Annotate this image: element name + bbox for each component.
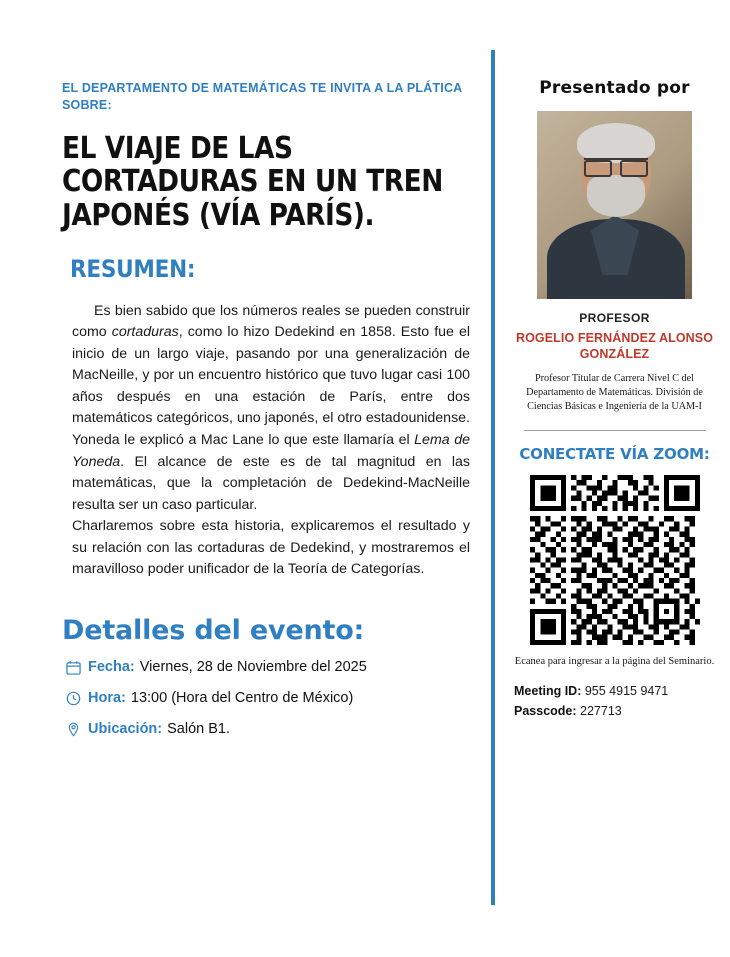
page-title: EL VIAJE DE LAS CORTADURAS EN UN TREN JAPONÉS (VÍA PARÍS).	[62, 130, 443, 233]
detail-row-time	[66, 688, 477, 708]
location-pin-icon	[66, 719, 88, 739]
left-column	[62, 80, 477, 739]
detail-row-location	[66, 719, 477, 739]
detail-label-date: Fecha:	[88, 659, 135, 676]
detail-value-date: Viernes, 28 de Noviembre del 2025	[139, 659, 367, 676]
detail-value-location: Salón B1.	[167, 721, 231, 738]
speaker-name: ROGELIO FERNÁNDEZ ALONSO GONZÁLEZ	[515, 331, 714, 361]
invitation-line: EL DEPARTAMENTO DE MATEMÁTICAS TE INVITA A LA PLÁTICA SOBRE:	[62, 81, 462, 112]
speaker-role: PROFESOR	[579, 311, 650, 325]
abstract-text-c: . El alcance de este es de tal magnitud en las matemáticas, que la completación de Dedekind-MacNeille resulta ser un caso particular.	[72, 453, 470, 513]
photo-beard	[587, 175, 645, 217]
abstract-text-a: Es bien sabido que los números reales se pueden construir como	[72, 302, 470, 341]
meeting-id-row	[514, 684, 717, 698]
abstract-body	[72, 301, 470, 582]
meeting-id-value: 955 4915 9471	[584, 683, 669, 698]
speaker-affiliation: Profesor Titular de Carrera Nivel C del Departamento de Matemáticas. División de Ciencias Básicas e Ingeniería de la UAM-I	[526, 373, 703, 413]
passcode-row	[514, 704, 717, 718]
qr-code-image	[530, 475, 700, 645]
detail-value-time: 13:00 (Hora del Centro de México)	[130, 690, 354, 707]
qr-caption: Ecanea para ingresar a la página del Seminario.	[514, 656, 715, 668]
details-heading: Detalles del evento:	[62, 615, 365, 647]
qr-code[interactable]	[530, 475, 700, 645]
right-column	[512, 78, 717, 718]
meeting-id-label: Meeting ID:	[514, 683, 582, 698]
photo-glasses	[584, 158, 648, 171]
calendar-icon	[66, 657, 88, 677]
meeting-info	[512, 684, 717, 718]
abstract-paragraph-1	[72, 301, 470, 517]
vertical-divider	[491, 50, 495, 905]
detail-label-time: Hora:	[88, 690, 126, 707]
passcode-label: Passcode:	[514, 703, 577, 718]
horizontal-rule	[524, 430, 706, 431]
zoom-heading: CONECTATE VÍA ZOOM:	[519, 445, 710, 464]
detail-row-date	[66, 657, 477, 677]
abstract-emphasis-cortaduras: cortaduras	[111, 324, 179, 341]
abstract-paragraph-2: Charlaremos sobre esta historia, explicaremos el resultado y su relación con las cortaduras de Dedekind, y mostraremos el maravilloso poder unificador de la Teoría de Categorías.	[72, 518, 470, 578]
detail-label-location: Ubicación:	[88, 721, 163, 738]
presented-by-heading: Presentado por	[539, 78, 690, 98]
speaker-photo	[537, 111, 692, 299]
passcode-value: 227713	[580, 703, 622, 718]
abstract-heading: RESUMEN:	[70, 254, 196, 283]
clock-icon	[66, 688, 88, 708]
abstract-emphasis-lema-yoneda: Lema de Yoneda	[72, 432, 470, 470]
abstract-text-b: , como lo hizo Dedekind en 1858. Esto fue el inicio de un largo viaje, pasando por una generalización de MacNeille, y por un encuentro histórico que tuvo lugar casi 100 años después en una estación de París, entre dos matemáticos categóricos, uno japonés, el otro estadounidense. Yoneda le explicó a Mac Lane lo que este llamaría el	[72, 324, 470, 448]
photo-hair	[577, 123, 655, 163]
